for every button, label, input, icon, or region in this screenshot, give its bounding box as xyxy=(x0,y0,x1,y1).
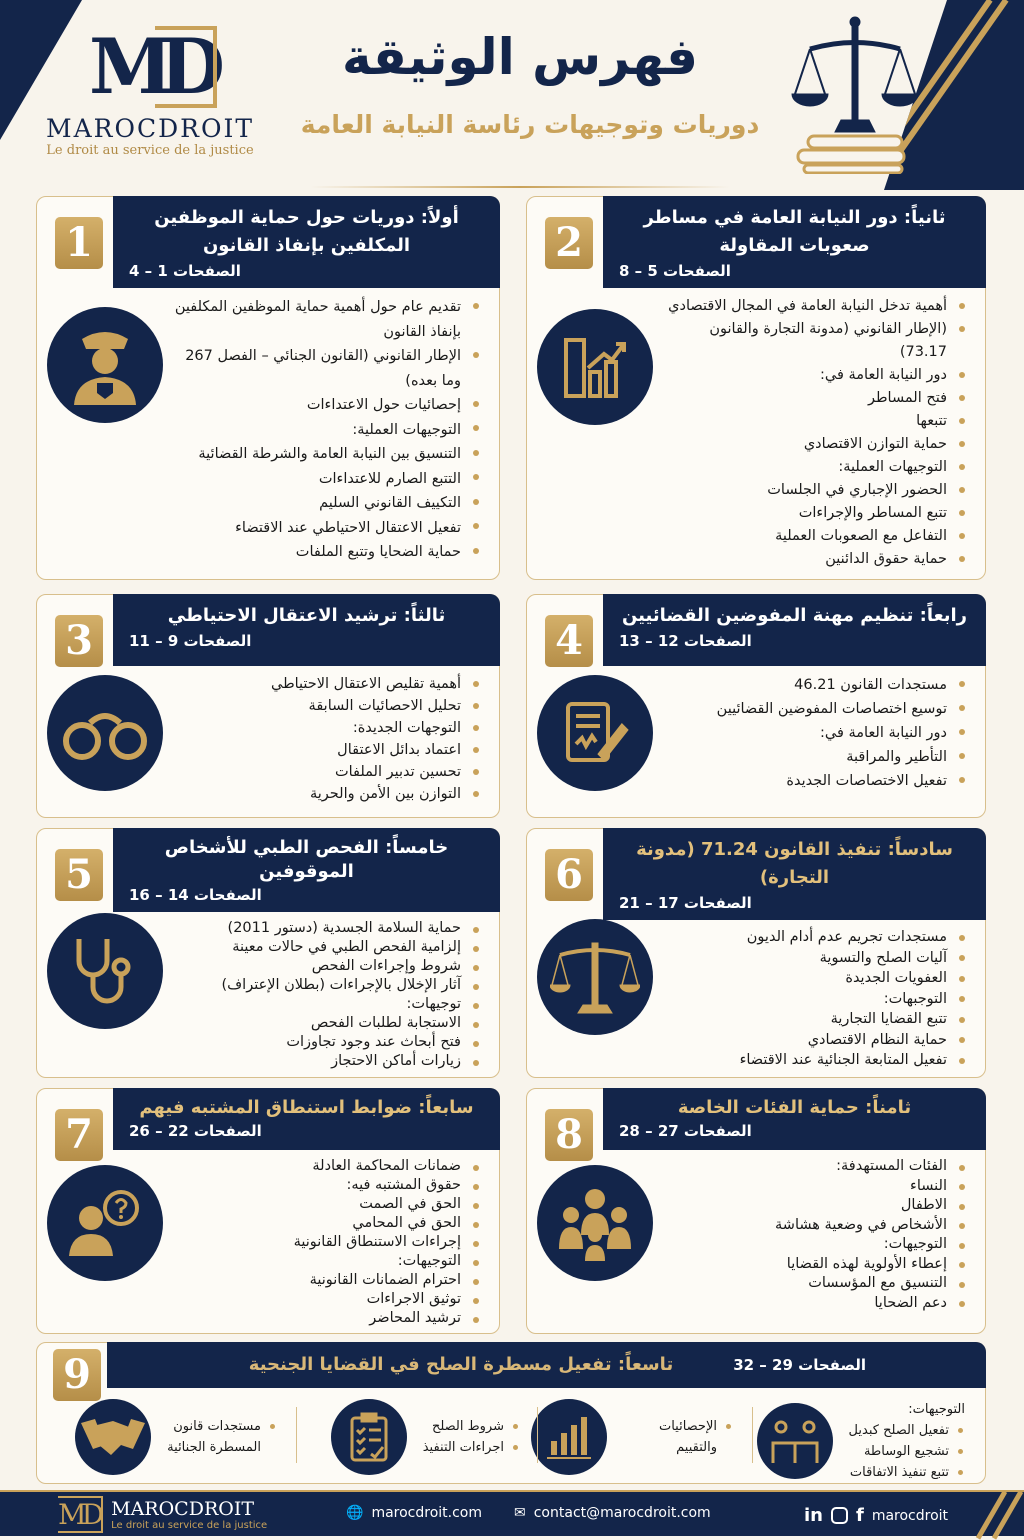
list-item: تفعيل المتابعة الجنائية عند الاقتضاء xyxy=(661,1050,969,1071)
list-item: توسيع اختصاصات المفوضين القضائيين xyxy=(661,697,969,721)
section-number: 6 xyxy=(545,849,593,901)
list-item: أهمية تدخل النيابة العامة في المجال الاقتصادي xyxy=(661,295,969,318)
section-title: ثانياً: دور النيابة العامة في مساطر صعوبات المقاولة xyxy=(643,207,946,256)
section-header xyxy=(113,594,500,666)
social-links xyxy=(804,1505,948,1526)
divider xyxy=(310,186,730,188)
logo xyxy=(40,22,260,158)
section-items xyxy=(661,295,969,571)
list-item: الإطار القانوني (القانون الجنائي – الفصل 267 وما بعده) xyxy=(171,344,483,393)
section-pages: الصفحات 5 – 8 xyxy=(619,262,731,280)
section-card-2 xyxy=(526,196,986,580)
footer-logo: MD MAROCDROIT Le droit au service de la justice xyxy=(58,1498,268,1531)
globe-icon: 🌐 xyxy=(346,1505,364,1521)
summary-group xyxy=(75,1399,277,1475)
list-item: حقوق المشتبه فيه: xyxy=(171,1176,483,1195)
checklist-icon xyxy=(331,1399,407,1475)
section-header xyxy=(113,828,500,912)
section-title: تاسعاً: تفعيل مسطرة الصلح في القضايا الجنحية xyxy=(248,1354,674,1375)
list-item: إلزامية الفحص الطبي في حالات معينة xyxy=(171,938,483,957)
section-card-6 xyxy=(526,828,986,1078)
list-item: حماية حقوق الدائنين xyxy=(661,548,969,571)
section-pages: الصفحات 12 – 13 xyxy=(619,632,752,650)
facebook-icon[interactable]: f xyxy=(855,1505,864,1526)
logo-brand: MAROCDROIT xyxy=(45,114,254,143)
list-item: التنسيق مع المؤسسات xyxy=(661,1274,969,1294)
list-item: احترام الضمانات القانونية xyxy=(171,1271,483,1290)
section-header xyxy=(603,1088,986,1150)
section-title: سادساً: تنفيذ القانون 71.24 (مدونة التجارة) xyxy=(636,839,953,888)
divider xyxy=(537,1407,538,1463)
instagram-icon[interactable] xyxy=(831,1507,848,1524)
section-items xyxy=(661,1157,969,1313)
scales-of-justice-icon xyxy=(537,919,653,1035)
list-item: التفاعل مع الصعوبات العملية xyxy=(661,525,969,548)
list-item: الأشخاص في وضعية هشاشة xyxy=(661,1216,969,1236)
list-item: فتح المساطر xyxy=(661,387,969,410)
logo-tagline: Le droit au service de la justice xyxy=(46,143,254,158)
section-number: 5 xyxy=(55,849,103,901)
handshake-icon xyxy=(75,1399,151,1475)
list-item: زيارات أماكن الاحتجاز xyxy=(171,1052,483,1071)
section-number: 9 xyxy=(53,1349,101,1401)
section-header xyxy=(603,828,986,920)
list-item: مستجدات القانون 46.21 xyxy=(661,673,969,697)
list-item: تحليل الاحصائيات السابقة xyxy=(171,695,483,717)
section-number: 7 xyxy=(55,1109,103,1161)
page-title: فهرس الوثيقة xyxy=(341,28,698,86)
section-card-3 xyxy=(36,594,500,818)
summary-group xyxy=(531,1399,733,1475)
list-item: تفعيل الاعتقال الاحتياطي عند الاقتضاء xyxy=(171,516,483,541)
divider xyxy=(296,1407,297,1463)
list-item: النساء xyxy=(661,1177,969,1197)
list-item: تتبع المساطر والإجراءات xyxy=(661,502,969,525)
section-header xyxy=(603,196,986,288)
social-handle: marocdroit xyxy=(871,1507,949,1524)
list-item: حماية النظام الاقتصادي xyxy=(661,1030,969,1051)
list-item: حماية الضحايا وتتبع الملفات xyxy=(171,540,483,565)
list-item: الإحصائيات والتقييم xyxy=(623,1416,733,1458)
section-pages: الصفحات 27 – 28 xyxy=(619,1122,752,1140)
list-item: التوجيهات العملية: xyxy=(661,456,969,479)
section-card-5 xyxy=(36,828,500,1078)
list-item: تشجيع الوساطة xyxy=(849,1441,965,1462)
list-item: مستجدات تجريم عدم أدام الديون xyxy=(661,927,969,948)
list-item: التوجهات الجديدة: xyxy=(171,717,483,739)
list-item: تفعيل الصلح كبديل xyxy=(849,1420,965,1441)
section-header xyxy=(603,594,986,666)
section-header xyxy=(113,1088,500,1150)
list-item: تتبع القضايا التجارية xyxy=(661,1009,969,1030)
list-item: التوجيهات العملية: xyxy=(171,418,483,443)
list-item: حماية السلامة الجسدية (دستور 2011) xyxy=(171,919,483,938)
section-number: 2 xyxy=(545,217,593,269)
footer xyxy=(0,1490,1024,1536)
summary-group xyxy=(757,1399,965,1483)
list-item: إجراءات الاستنطاق القانونية xyxy=(171,1233,483,1252)
list-item: تتبعها xyxy=(661,410,969,433)
section-title: أولاً: دوريات حول حماية الموظفين المكلفين بإنفاذ القانون xyxy=(154,207,459,256)
list-item: تفعيل الاختصاصات الجديدة xyxy=(661,769,969,793)
list-item: التنسيق بين النيابة العامة والشرطة القضائية xyxy=(171,442,483,467)
section-title: ثامناً: حماية الفئات الخاصة xyxy=(677,1097,912,1118)
list-item: إحصائيات حول الاعتداءات xyxy=(171,393,483,418)
section-title: رابعاً: تنظيم مهنة المفوضين القضائيين xyxy=(621,605,968,626)
section-pages: الصفحات 29 – 32 xyxy=(733,1356,866,1374)
list-item: الحق في المحامي xyxy=(171,1214,483,1233)
list-item: العفويات الجديدة xyxy=(661,968,969,989)
list-item: الفئات المستهدفة: xyxy=(661,1157,969,1177)
handcuffs-icon xyxy=(47,675,163,791)
section-pages: الصفحات 14 – 16 xyxy=(129,886,262,904)
section-number: 1 xyxy=(55,217,103,269)
section-title: خامساً: الفحص الطبي للأشخاص الموقوفين xyxy=(164,837,449,882)
family-icon xyxy=(537,1165,653,1281)
bar-chart-icon xyxy=(531,1399,607,1475)
list-item: تتبع تنفيذ الاتفاقات xyxy=(849,1462,965,1483)
growth-chart-icon xyxy=(537,309,653,425)
list-item: تحسين تدبير الملفات xyxy=(171,761,483,783)
list-item: الحق في الصمت xyxy=(171,1195,483,1214)
logo-monogram: MD xyxy=(89,22,211,112)
list-item: الاستجابة لطلبات الفحص xyxy=(171,1014,483,1033)
section-card-4 xyxy=(526,594,986,818)
section-title: سابعاً: ضوابط استنطاق المشتبه فيهم xyxy=(139,1097,474,1118)
list-item: آليات الصلح والتسوية xyxy=(661,948,969,969)
person-question-icon xyxy=(47,1165,163,1281)
list-item: شروط الصلح xyxy=(423,1416,520,1437)
section-pages: الصفحات 22 – 26 xyxy=(129,1122,262,1140)
section-card-9 xyxy=(36,1342,986,1484)
section-items xyxy=(661,927,969,1071)
section-pages: الصفحات 9 – 11 xyxy=(129,632,252,650)
list-item: فتح أبحاث عند وجود تجاوزات xyxy=(171,1033,483,1052)
section-title: ثالثاً: ترشيد الاعتقال الاحتياطي xyxy=(167,605,446,626)
section-items xyxy=(661,673,969,793)
list-item: دعم الضحايا xyxy=(661,1294,969,1314)
email-link[interactable]: ✉ contact@marocdroit.com xyxy=(514,1505,711,1521)
list-item: الاطفال xyxy=(661,1196,969,1216)
list-item: حماية التوازن الاقتصادي xyxy=(661,433,969,456)
group-items xyxy=(623,1416,733,1458)
section-items xyxy=(171,673,483,805)
section-pages: الصفحات 17 – 21 xyxy=(619,894,752,912)
section-number: 3 xyxy=(55,615,103,667)
list-item: آثار الإخلال بالإجراءات (بطلان الإعتراف) xyxy=(171,976,483,995)
section-items xyxy=(171,1157,483,1328)
section-card-8 xyxy=(526,1088,986,1334)
summary-group xyxy=(331,1399,520,1475)
section-pages: الصفحات 1 – 4 xyxy=(129,262,241,280)
stethoscope-icon xyxy=(47,913,163,1029)
section-card-7 xyxy=(36,1088,500,1334)
document-pen-icon xyxy=(537,675,653,791)
list-item: (الإطار القانوني (مدونة التجارة والقانون 73.17) xyxy=(661,318,969,364)
list-item: إعطاء الأولوية لهذه القضايا xyxy=(661,1255,969,1275)
list-item: شروط وإجراءات الفحص xyxy=(171,957,483,976)
list-item: دور النيابة العامة في: xyxy=(661,721,969,745)
section-number: 8 xyxy=(545,1109,593,1161)
list-item: التوجيهات: xyxy=(171,1252,483,1271)
list-item: التكييف القانوني السليم xyxy=(171,491,483,516)
list-item: التوازن بين الأمن والحرية xyxy=(171,783,483,805)
meeting-table-icon xyxy=(757,1403,833,1479)
list-item: اعتماد بدائل الاعتقال xyxy=(171,739,483,761)
list-item: ضمانات المحاكمة العادلة xyxy=(171,1157,483,1176)
list-item: توثيق الاجراءات xyxy=(171,1290,483,1309)
envelope-icon: ✉ xyxy=(514,1505,526,1521)
list-item: اجراءات التنفيذ xyxy=(423,1437,520,1458)
list-item: الحضور الإجباري في الجلسات xyxy=(661,479,969,502)
section-header xyxy=(113,196,500,288)
section-header xyxy=(107,1342,986,1388)
list-item: التأطير والمراقبة xyxy=(661,745,969,769)
section-items xyxy=(171,295,483,565)
divider xyxy=(752,1407,753,1463)
list-item: أهمية تقليص الاعتقال الاحتياطي xyxy=(171,673,483,695)
section-card-1 xyxy=(36,196,500,580)
group-items xyxy=(423,1416,520,1458)
list-item: مستجدات قانون المسطرة الجنائية xyxy=(167,1416,277,1458)
group-items xyxy=(849,1399,965,1483)
scales-of-justice-icon xyxy=(790,14,920,178)
list-item: تقديم عام حول أهمية حماية الموظفين المكلفين بإنفاذ القانون xyxy=(171,295,483,344)
list-item: ترشيد المحاضر xyxy=(171,1309,483,1328)
section-number: 4 xyxy=(545,615,593,667)
list-item: توجيهات: xyxy=(171,995,483,1014)
linkedin-icon[interactable]: in xyxy=(804,1505,823,1526)
section-items xyxy=(171,919,483,1071)
police-officer-icon xyxy=(47,307,163,423)
group-items xyxy=(167,1416,277,1458)
list-item: التوجبهات: xyxy=(661,989,969,1010)
list-item: التتبع الصارم للاعتداءات xyxy=(171,467,483,492)
page-subtitle: دوريات وتوجيهات رئاسة النيابة العامة xyxy=(300,110,760,139)
list-item: دور النيابة العامة في: xyxy=(661,364,969,387)
group-heading: التوجيهات: xyxy=(908,1402,965,1417)
list-item: التوجيهات: xyxy=(661,1235,969,1255)
website-link[interactable]: 🌐 marocdroit.com xyxy=(346,1505,482,1521)
